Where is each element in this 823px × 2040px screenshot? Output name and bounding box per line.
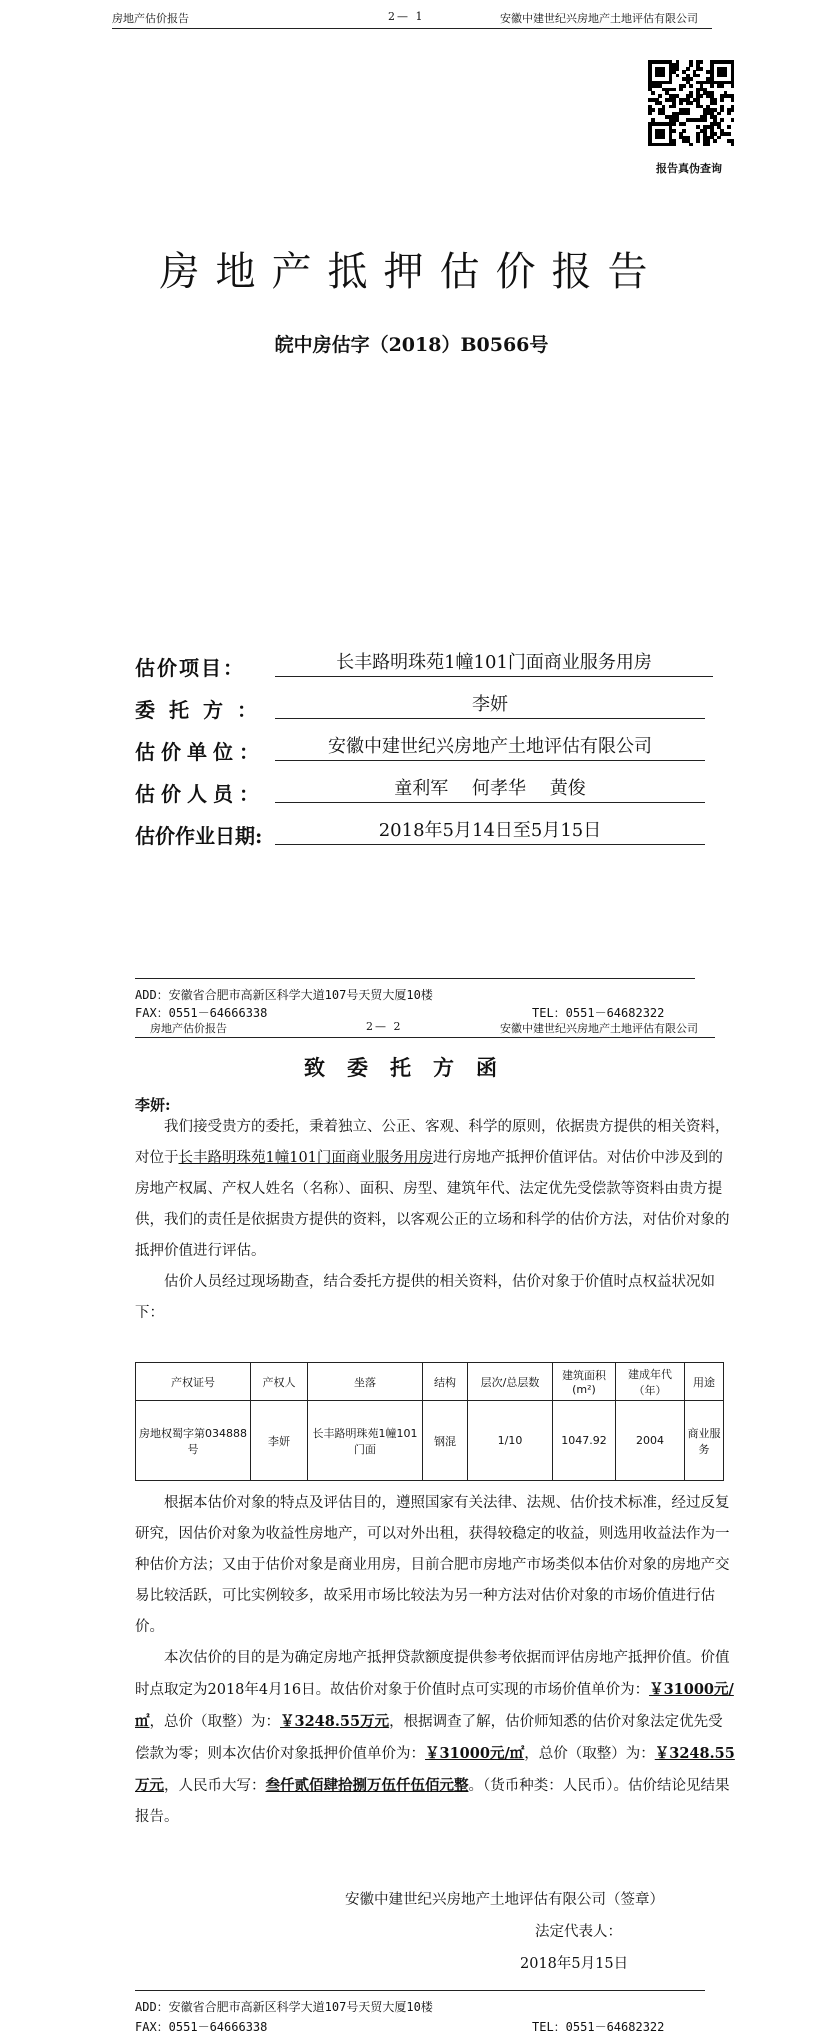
field-label-appraisers: 估价人员： [135, 782, 265, 806]
qr-module [700, 94, 704, 98]
para4-text-b: ，总价（取整）为： [149, 1714, 280, 1730]
table-cell: 2004 [616, 1401, 685, 1481]
para1-text-b: 进行房地产抵押价值评估。对估价中涉及到的房地产权属、产权人姓名（名称）、面积、房型、建筑年代、法定优先受偿款等资料由贵方提供，我们的责任是依据贵方提供的资料，以客观公正的立场和科学的估价方法，对估价对象的抵押价值进行评估。 [135, 1150, 730, 1259]
qr-module [669, 81, 673, 85]
qr-module [700, 60, 704, 64]
footer-address: ADD：安徽省合肥市高新区科学大道107号天贸大厦10楼 [135, 2000, 433, 2014]
qr-caption: 报告真伪查询 [656, 162, 722, 175]
qr-module [686, 67, 690, 71]
page-header-company: 安徽中建世纪兴房地产土地评估有限公司 [500, 1022, 698, 1035]
page-header-number: 2— 1 [388, 10, 425, 23]
field-value-appraisers: 童利军 何孝华 黄俊 [275, 776, 705, 803]
signature-date: 2018年5月15日 [520, 1956, 629, 1972]
qr-module [689, 143, 693, 147]
report-number: 皖中房估字（2018）B0566号 [274, 334, 549, 356]
page-header-left: 房地产估价报告 [150, 1022, 227, 1035]
market-total-price: ￥3248.55万元 [280, 1713, 390, 1730]
qr-module [672, 88, 676, 92]
qr-module [731, 118, 735, 122]
qr-module [672, 105, 676, 109]
market-unit-price: ￥31000元/㎡ [135, 1681, 734, 1730]
qr-module [648, 112, 652, 116]
signature-representative: 法定代表人： [535, 1924, 622, 1940]
qr-module [672, 129, 676, 133]
footer-fax: FAX：0551－64666338 [135, 1006, 268, 1020]
qr-module [676, 67, 680, 71]
qr-module [679, 88, 683, 92]
para4-text-c: ，根据调查了解，估价师知悉的估价对象法定优先受偿款为零；则本次估价对象抵押价值单价为： [135, 1714, 723, 1762]
qr-module [703, 118, 707, 122]
qr-module [662, 74, 666, 78]
qr-module [686, 112, 690, 116]
qr-module [731, 84, 735, 88]
property-table [135, 1362, 724, 1481]
table-header: 用途 [685, 1363, 724, 1401]
qr-module [720, 84, 724, 88]
paragraph-1 [135, 1112, 735, 1267]
para4-text-f: 。（货币种类：人民币）。估价结论见结果报告。 [135, 1778, 730, 1825]
table-header-row [136, 1363, 724, 1401]
paragraph-4 [135, 1643, 735, 1833]
qr-module [689, 63, 693, 67]
footer-rule [135, 978, 695, 979]
letter-title: 致委托方函 [304, 1055, 519, 1080]
qr-module [676, 74, 680, 78]
table-header: 层次/总层数 [468, 1363, 553, 1401]
qr-module [689, 101, 693, 105]
letter-body-continued [135, 1488, 735, 1833]
qr-module [658, 94, 662, 98]
qr-module [720, 98, 724, 102]
qr-module [731, 98, 735, 102]
para1-text-a: 我们接受贵方的委托，秉着独立、公正、客观、科学的原则，依据贵方提供的相关资料，对位于 [135, 1119, 730, 1166]
qr-module [713, 139, 717, 143]
header-rule [135, 1037, 715, 1038]
header-rule [112, 28, 712, 29]
field-label-date: 估价作业日期: [135, 824, 263, 848]
field-label-unit: 估价单位： [135, 740, 265, 764]
table-cell: 长丰路明珠苑1幢101门面 [308, 1401, 423, 1481]
footer-tel: TEL：0551－64682322 [532, 2020, 665, 2034]
table-cell: 房地权蜀字第034888号 [136, 1401, 251, 1481]
footer-rule [135, 1990, 705, 1991]
table-cell: 商业服务 [685, 1401, 724, 1481]
table-row [136, 1401, 724, 1481]
letter-body [135, 1112, 735, 1329]
salutation: 李妍: [135, 1096, 171, 1114]
qr-module [717, 136, 721, 140]
qr-module [672, 143, 676, 147]
qr-module [717, 112, 721, 116]
table-header: 结构 [423, 1363, 468, 1401]
field-value-project: 长丰路明珠苑1幢101门面商业服务用房 [275, 650, 713, 677]
qr-module [727, 132, 731, 136]
qr-module [689, 77, 693, 81]
para4-text-e: ，人民币大写： [164, 1778, 266, 1794]
table-header: 产权人 [251, 1363, 308, 1401]
qr-module [672, 122, 676, 126]
report-title: 房地产抵押估价报告 [159, 249, 664, 295]
qr-module [651, 91, 655, 95]
qr-module [710, 84, 714, 88]
amount-in-words: 叁仟贰佰肆拾捌万伍仟伍佰元整 [265, 1777, 469, 1794]
qr-module [696, 74, 700, 78]
qr-module [651, 108, 655, 112]
qr-module [713, 101, 717, 105]
property-address: 长丰路明珠苑1幢101门面商业服务用房 [178, 1150, 433, 1166]
table-header: 产权证号 [136, 1363, 251, 1401]
qr-module [689, 84, 693, 88]
page-header-left: 房地产估价报告 [112, 12, 189, 25]
qr-module [696, 139, 700, 143]
qr-module [727, 112, 731, 116]
para4-text-d: ，总价（取整）为： [524, 1746, 655, 1762]
qr-module [724, 74, 728, 78]
table-cell: 钢混 [423, 1401, 468, 1481]
qr-code-icon [648, 60, 734, 146]
field-label-project: 估价项目： [135, 656, 245, 680]
field-value-date: 2018年5月14日至5月15日 [275, 818, 705, 845]
footer-address: ADD：安徽省合肥市高新区科学大道107号天贸大厦10楼 [135, 988, 433, 1002]
qr-module [662, 136, 666, 140]
table-cell: 李妍 [251, 1401, 308, 1481]
page-header-company: 安徽中建世纪兴房地产土地评估有限公司 [500, 12, 698, 25]
para4-text-a: 本次估价的目的是为确定房地产抵押贷款额度提供参考依据而评估房地产抵押价值。价值时点取定为2018年4月16日。故估价对象于价值时点可实现的市场价值单价为： [135, 1650, 730, 1698]
qr-module [727, 125, 731, 129]
qr-module [682, 129, 686, 133]
mortgage-unit-price: ￥31000元/㎡ [425, 1745, 525, 1762]
paragraph-3: 根据本估价对象的特点及评估目的，遵照国家有关法律、法规、估价技术标准，经过反复研究，因估价对象为收益性房地产，可以对外出租，获得较稳定的收益，则选用收益法作为一种估价方法；又由于估价对象是商业用房，目前合肥市房地产市场类似本估价对象的房地产交易比较活跃，可比实例较多，故采用市场比较法为另一种方法对估价对象的市场价值进行估价。 [135, 1495, 730, 1635]
qr-module [700, 67, 704, 71]
qr-module [720, 108, 724, 112]
table-header: 建成年代（年） [616, 1363, 685, 1401]
qr-module [731, 108, 735, 112]
mortgage-total-price: ￥3248.55万元 [135, 1745, 735, 1794]
field-value-unit: 安徽中建世纪兴房地产土地评估有限公司 [275, 734, 705, 761]
qr-module [720, 118, 724, 122]
field-value-client: 李妍 [275, 692, 705, 719]
field-label-client: 委托方： [135, 698, 271, 722]
table-header: 坐落 [308, 1363, 423, 1401]
footer-fax: FAX：0551－64666338 [135, 2020, 268, 2034]
footer-tel: TEL：0551－64682322 [532, 1006, 665, 1020]
table-header: 建筑面积(m²) [553, 1363, 616, 1401]
table-cell: 1/10 [468, 1401, 553, 1481]
qr-module [731, 143, 735, 147]
qr-module [706, 143, 710, 147]
page-header-number: 2— 2 [366, 1020, 403, 1033]
table-cell: 1047.92 [553, 1401, 616, 1481]
paragraph-2: 估价人员经过现场勘查，结合委托方提供的相关资料，估价对象于价值时点权益状况如下： [135, 1274, 715, 1321]
qr-module [679, 101, 683, 105]
signature-company: 安徽中建世纪兴房地产土地评估有限公司（签章） [345, 1892, 664, 1908]
qr-module [682, 122, 686, 126]
qr-module [682, 84, 686, 88]
